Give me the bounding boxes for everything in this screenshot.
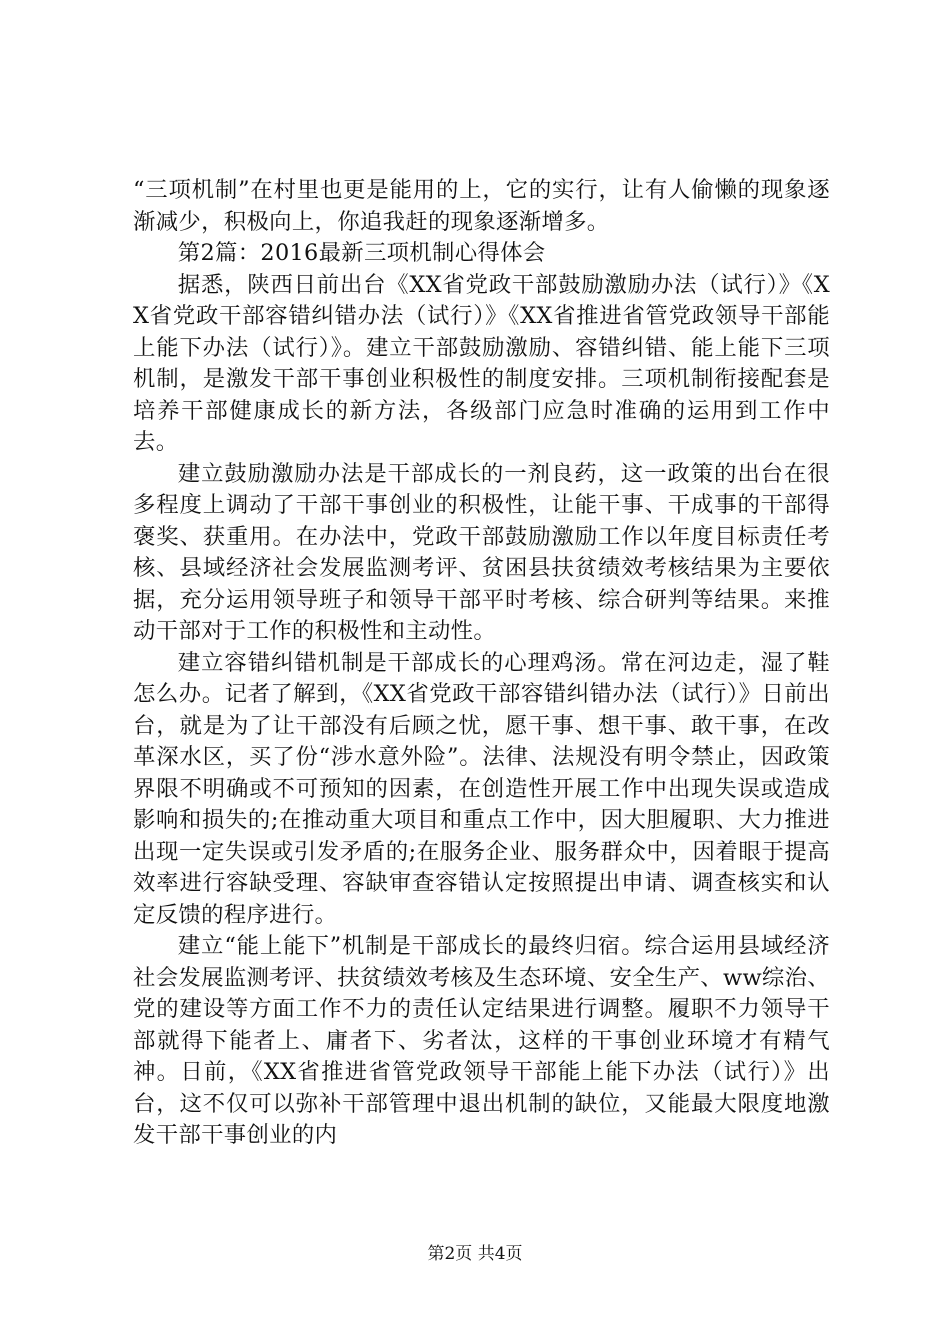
paragraph-continued: “三项机制”在村里也更是能用的上，它的实行，让有人偷懒的现象逐渐减少，积极向上，你追我赶的现象逐渐增多。 [133,177,830,235]
paragraph-incentive: 建立鼓励激励办法是干部成长的一剂良药，这一政策的出台在很多程度上调动了干部干事创业的积极性，让能干事、干成事的干部得褒奖、获重用。在办法中，党政干部鼓励激励工作以年度目标责任考核、县域经济社会发展监测考评、贫困县扶贫绩效考核结果为主要依据，充分运用领导班子和领导干部平时考核、综合研判等结果。来推动干部对于工作的积极性和主动性。 [133,460,830,644]
document-body [133,175,830,1152]
page-number: 第2页 共4页 [427,1244,523,1264]
paragraph-promotion: 建立“能上能下”机制是干部成长的最终归宿。综合运用县域经济社会发展监测考评、扶贫绩效考核及生态环境、安全生产、ww综治、党的建设等方面工作不力的责任认定结果进行调整。履职不力领导干部就得下能者上、庸者下、劣者汰，这样的干事创业环境才有精气神。日前，《XX省推进省管党政领导干部能上能下办法（试行）》出台，这不仅可以弥补干部管理中退出机制的缺位，又能最大限度地激发干部干事创业的内 [133,933,830,1148]
paragraph-fault-tolerance: 建立容错纠错机制是干部成长的心理鸡汤。常在河边走，湿了鞋怎么办。记者了解到，《XX省党政干部容错纠错办法（试行）》日前出台，就是为了让干部没有后顾之忧，愿干事、想干事、敢干事，在改革深水区，买了份“涉水意外险”。法律、法规没有明令禁止，因政策界限不明确或不可预知的因素，在创造性开展工作中出现失误或造成影响和损失的;在推动重大项目和重点工作中，因大胆履职、大力推进出现一定失误或引发矛盾的;在服务企业、服务群众中，因着眼于提高效率进行容缺受理、容缺审查容错认定按照提出申请、调查核实和认定反馈的程序进行。 [133,649,830,928]
section-heading: 第2篇：2016最新三项机制心得体会 [177,240,546,266]
paragraph-intro: 据悉，陕西日前出台《XX省党政干部鼓励激励办法（试行）》《XX省党政干部容错纠错办法（试行）》《XX省推进省管党政领导干部能上能下办法（试行）》。建立干部鼓励激励、容错纠错、能上能下三项机制，是激发干部干事创业积极性的制度安排。三项机制衔接配套是培养干部健康成长的新方法，各级部门应急时准确的运用到工作中去。 [133,271,830,455]
